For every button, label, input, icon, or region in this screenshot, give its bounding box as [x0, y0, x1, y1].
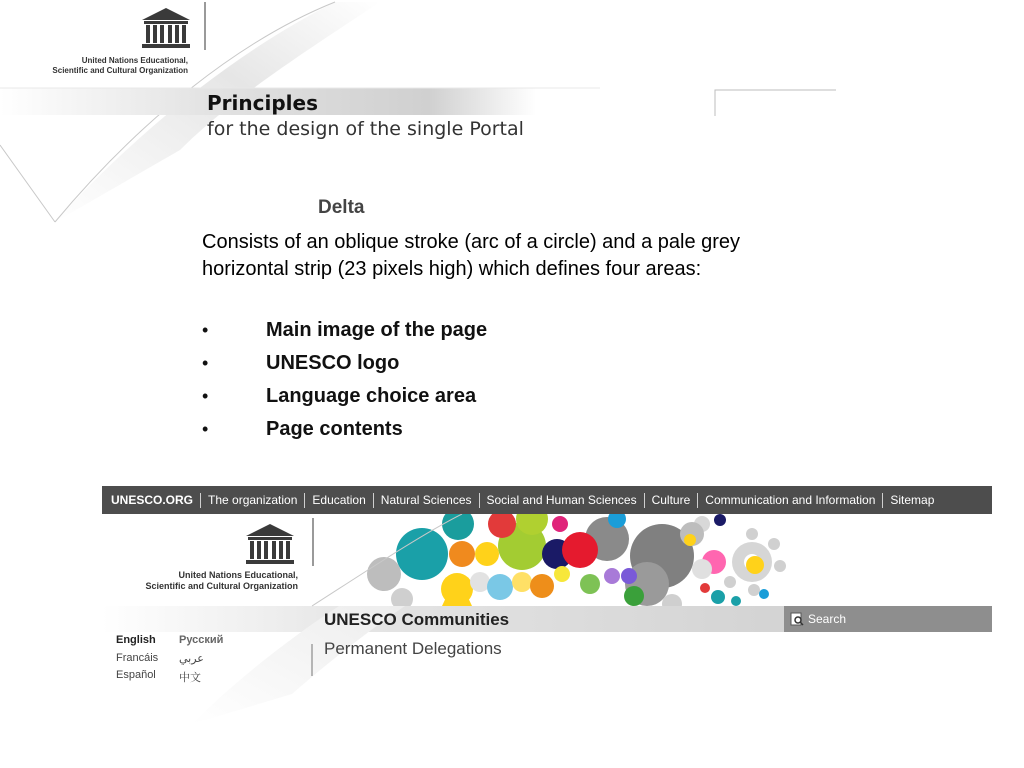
nav-item-natural-sciences[interactable]: Natural Sciences: [374, 493, 480, 508]
slide-title: Principles: [207, 91, 318, 115]
language-arabic[interactable]: عربي: [179, 653, 204, 665]
language-chinese[interactable]: 中文: [179, 672, 201, 684]
portal-screenshot: [102, 486, 992, 748]
bullet-text: UNESCO logo: [266, 352, 400, 374]
communities-title[interactable]: UNESCO Communities: [324, 610, 510, 629]
nav-item-organization[interactable]: The organization: [201, 493, 305, 508]
top-nav-bar: [102, 486, 992, 514]
logo-name-line2: Scientific and Cultural Organization: [52, 66, 188, 75]
bullet-text: Main image of the page: [266, 319, 488, 341]
search-icon: [790, 612, 804, 626]
list-item: [202, 314, 487, 347]
bullet-icon: •: [202, 386, 209, 406]
bullet-icon: •: [202, 320, 209, 340]
search-label: Search: [808, 612, 847, 626]
slide-subtitle: for the design of the single Portal: [207, 118, 524, 140]
bullet-text: Language choice area: [266, 385, 477, 407]
language-spanish[interactable]: Español: [116, 669, 156, 681]
list-item: [202, 380, 487, 413]
page-title: Permanent Delegations: [324, 639, 502, 658]
bullet-text: Page contents: [266, 418, 403, 440]
portal-logo-divider: [312, 518, 314, 566]
search-button[interactable]: [784, 606, 992, 632]
logo-divider: [204, 2, 206, 50]
unesco-logo: [40, 6, 210, 76]
portal-temple-icon: [244, 522, 296, 566]
bullet-icon: •: [202, 419, 209, 439]
nav-item-education[interactable]: Education: [305, 493, 373, 508]
temple-icon: [140, 6, 192, 50]
content-divider: [311, 644, 313, 676]
language-russian[interactable]: Русский: [179, 634, 224, 646]
logo-name-line1: United Nations Educational,: [81, 56, 188, 65]
portal-logo-name-line2: Scientific and Cultural Organization: [145, 581, 298, 591]
nav-item-unesco-org[interactable]: UNESCO.ORG: [111, 493, 201, 508]
nav-item-sitemap[interactable]: Sitemap: [890, 492, 935, 507]
list-item: [202, 347, 487, 380]
bullet-icon: •: [202, 353, 209, 373]
language-french[interactable]: Francáis: [116, 652, 159, 664]
portal-logo-name-line1: United Nations Educational,: [178, 570, 298, 580]
nav-item-social-human-sciences[interactable]: Social and Human Sciences: [480, 493, 645, 508]
language-english[interactable]: English: [116, 634, 156, 646]
list-item: [202, 413, 487, 446]
description-text: Consists of an oblique stroke (arc of a circle) and a pale grey horizontal strip (23 pixels high) which defines four areas:: [202, 231, 741, 280]
section-heading: Delta: [318, 197, 365, 218]
nav-item-communication-information[interactable]: Communication and Information: [698, 493, 883, 508]
bullet-list: [202, 314, 487, 446]
nav-item-culture[interactable]: Culture: [645, 493, 699, 508]
